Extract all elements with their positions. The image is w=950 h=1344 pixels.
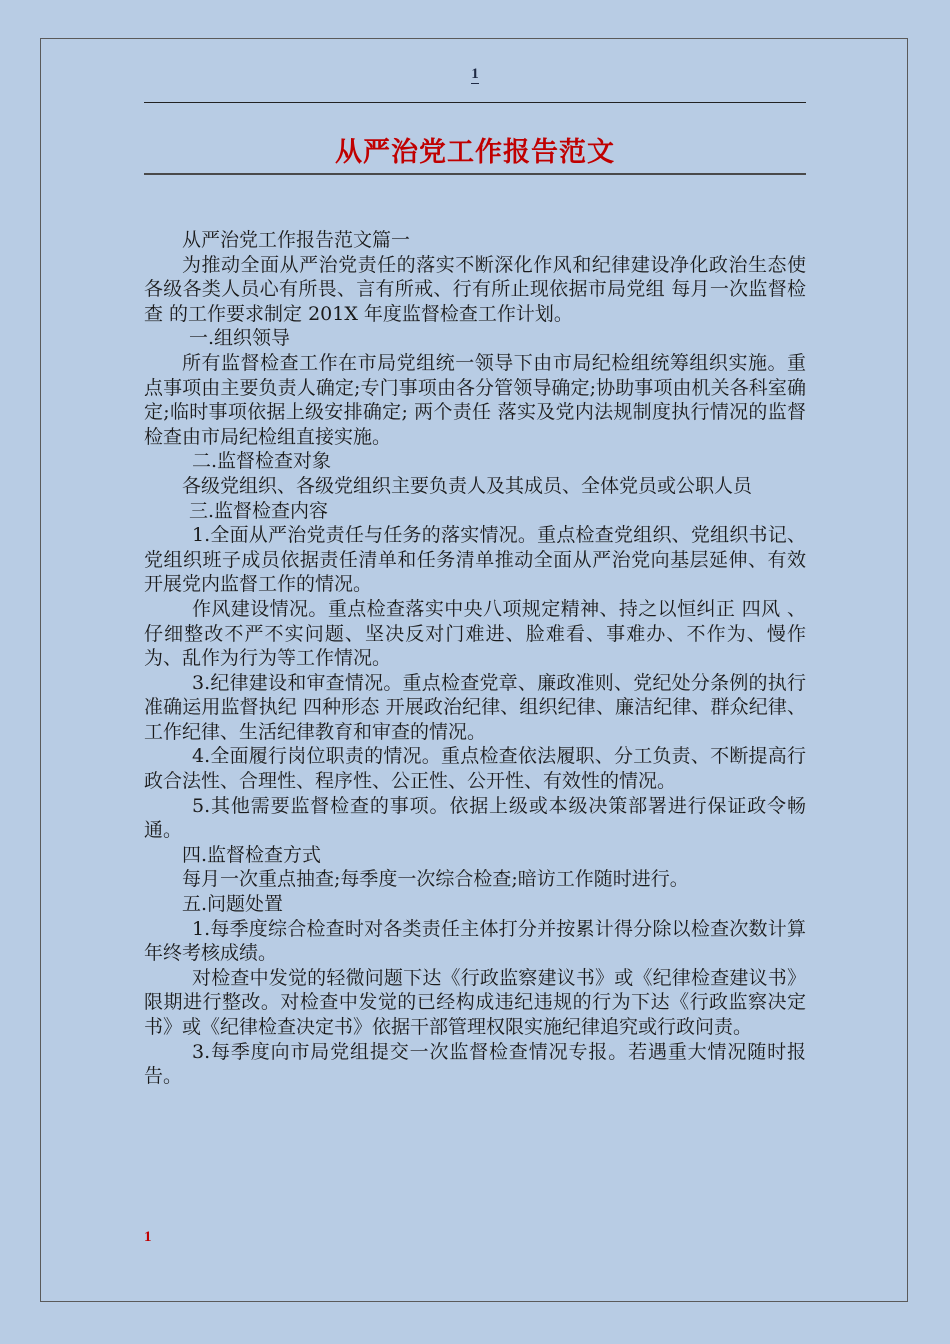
paragraph: 5.其他需要监督检查的事项。依据上级或本级决策部署进行保证政令畅通。 (144, 794, 806, 842)
paragraph: 对检查中发觉的轻微问题下达《行政监察建议书》或《纪律检查建议书》限期进行整改。对检查中发觉的已经构成违纪违规的行为下达《行政监察决定书》或《纪律检查决定书》依据干部管理权限实施纪律追究或行政问责。 (144, 966, 806, 1038)
header-rule (144, 102, 806, 103)
paragraph: 1.全面从严治党责任与任务的落实情况。重点检查党组织、党组织书记、党组织班子成员依据责任清单和任务清单推动全面从严治党向基层延伸、有效开展党内监督工作的情况。 (144, 524, 806, 596)
paragraph: 为推动全面从严治党责任的落实不断深化作风和纪律建设净化政治生态使各级各类人员心有所畏、言有所戒、行有所止现依据市局党组 每月一次监督检查 的工作要求制定 201X 年度监督检查工作计划。 (144, 253, 806, 325)
paragraph: 3.纪律建设和审查情况。重点检查党章、廉政准则、党纪处分条例的执行准确运用监督执纪 四种形态 开展政治纪律、组织纪律、廉洁纪律、群众纪律、工作纪律、生活纪律教育和审查的情况。 (144, 671, 806, 743)
header-page-number: 1 (471, 66, 479, 82)
section-heading: 五.问题处置 (182, 893, 284, 916)
document-title: 从严治党工作报告范文 (335, 137, 615, 168)
section-heading: 一.组织领导 (189, 327, 291, 350)
section-heading: 三.监督检查内容 (189, 499, 329, 522)
section-heading: 四.监督检查方式 (182, 843, 322, 866)
paragraph: 每月一次重点抽查;每季度一次综合检查;暗访工作随时进行。 (182, 868, 689, 891)
paragraph: 各级党组织、各级党组织主要负责人及其成员、全体党员或公职人员 (182, 474, 753, 497)
footer-page-number: 1 (144, 1229, 152, 1245)
paragraph: 1.每季度综合检查时对各类责任主体打分并按累计得分除以检查次数计算年终考核成绩。 (144, 917, 806, 965)
paragraph: 作风建设情况。重点检查落实中央八项规定精神、持之以恒纠正 四风 、仔细整改不严不实问题、坚决反对门难进、脸难看、事难办、不作为、慢作为、乱作为行为等工作情况。 (144, 597, 806, 670)
paragraph: 所有监督检查工作在市局党组统一领导下由市局纪检组统筹组织实施。重点事项由主要负责人确定;专门事项由各分管领导确定;协助事项由机关各科室确定;临时事项依据上级安排确定; 两个责任 落实及党内法规制度执行情况的监督检查由市局纪检组直接实施。 (144, 351, 806, 448)
section-heading: 从严治党工作报告范文篇一 (182, 229, 411, 251)
title-rule (144, 173, 806, 175)
paragraph: 3.每季度向市局党组提交一次监督检查情况专报。若遇重大情况随时报告。 (144, 1040, 806, 1088)
section-heading: 二.监督检查对象 (192, 450, 332, 473)
document-body (144, 228, 806, 1089)
paragraph: 4.全面履行岗位职责的情况。重点检查依法履职、分工负责、不断提高行政合法性、合理性、程序性、公正性、公开性、有效性的情况。 (144, 745, 806, 793)
